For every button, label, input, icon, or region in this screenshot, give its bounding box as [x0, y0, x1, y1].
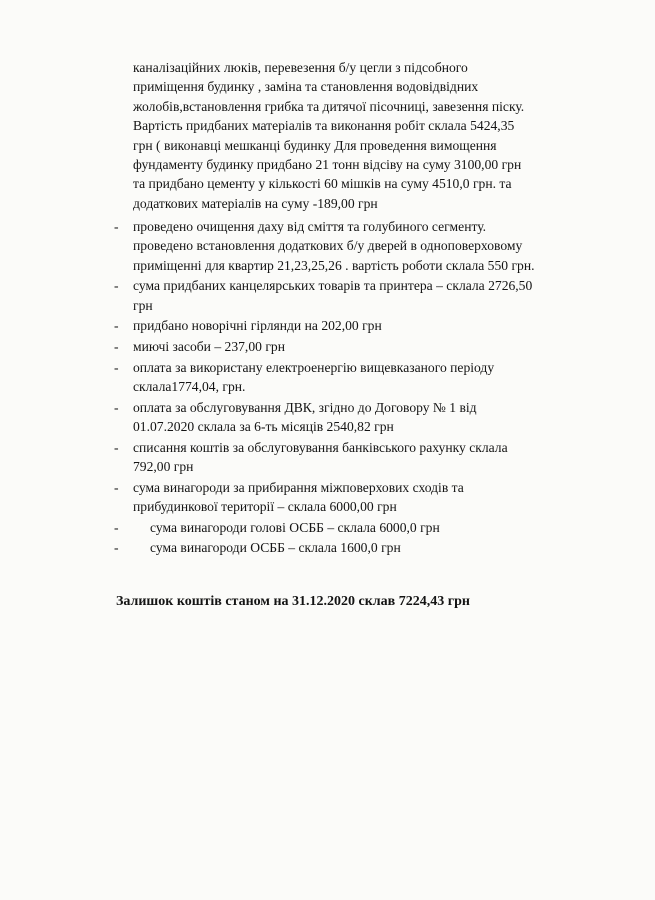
list-item-line: придбано новорічні гірлянди на 202,00 грн [133, 318, 382, 334]
list-bullet: - [114, 339, 119, 354]
list-item-text [133, 276, 613, 315]
list-item-line: проведено очищення даху від сміття та голубиного сегменту. [133, 219, 487, 234]
intro-line: приміщення будинку , заміна та становлення водовідвідних [133, 79, 479, 95]
intro-line: каналізаційних люків, перевезення б/у цегли з підсобного [133, 60, 468, 75]
list-item-line: 01.07.2020 склала за 6-ть місяців 2540,82 грн [133, 419, 394, 434]
intro-line: додаткових матеріалів на суму -189,00 грн [133, 195, 378, 211]
list-bullet: - [114, 479, 119, 495]
list-item-text [133, 358, 613, 397]
intro-paragraph [133, 58, 613, 213]
list-item-text [133, 337, 613, 356]
list-bullet: - [114, 519, 119, 535]
intro-line: жолобів,встановлення грибка та дитячої пісочниці, завезення піску. [133, 98, 525, 114]
closing-balance: Залишок коштів станом на 31.12.2020 склав 7224,43 грн [116, 594, 470, 609]
intro-line: та придбано цементу у кількості 60 мішків на суму 4510,0 грн. та [133, 176, 512, 192]
list-bullet: - [114, 439, 119, 455]
list-item-line: оплата за обслуговування ДВК, згідно до Договору № 1 від [133, 399, 477, 415]
list-bullet: - [114, 278, 119, 294]
list-bullet: - [114, 399, 119, 415]
list-item-text [150, 538, 630, 557]
list-item-line: оплата за використану електроенергію вищевказаного періоду [133, 359, 495, 375]
list-item-line: прибудинкової території – склала 6000,00 грн [133, 499, 397, 514]
list-item-line: миючі засоби – 237,00 грн [133, 339, 285, 354]
list-item-line: сума винагороди ОСББ – склала 1600,0 грн [150, 540, 401, 556]
intro-line: грн ( виконавці мешканці будинку Для проведення вимощення [133, 137, 497, 153]
list-item-line: сума винагороди за прибирання міжповерхових сходів та [133, 479, 464, 495]
list-bullet: - [114, 318, 119, 334]
list-item-line: 792,00 грн [133, 459, 194, 474]
intro-line: Вартість придбаних матеріалів та виконання робіт склала 5424,35 [133, 118, 515, 134]
list-item-line: проведено встановлення додаткових б/у дверей в одноповерховому [133, 238, 523, 254]
list-item-text [133, 217, 613, 275]
list-item-text [133, 316, 613, 335]
list-bullet: - [114, 219, 119, 234]
list-bullet: - [114, 359, 119, 375]
list-item-text [150, 518, 630, 537]
list-item-line: списання коштів за обслуговування банківського рахунку склала [133, 439, 508, 455]
list-bullet: - [114, 540, 119, 556]
list-item-line: грн [133, 297, 153, 313]
list-item-text [133, 438, 613, 477]
list-item-text [133, 398, 613, 437]
list-item-line: сума винагороди голові ОСББ – склала 6000,0 грн [150, 519, 440, 535]
list-item-line: сума придбаних канцелярських товарів та принтера – склала 2726,50 [133, 278, 533, 294]
list-item-line: приміщенні для квартир 21,23,25,26 . вартість роботи склала 550 грн. [133, 257, 535, 273]
list-item-text [133, 478, 613, 517]
list-item-line: склала1774,04, грн. [133, 379, 246, 394]
intro-line: фундаменту будинку придбано 21 тонн відсіву на суму 3100,00 грн [133, 157, 522, 173]
